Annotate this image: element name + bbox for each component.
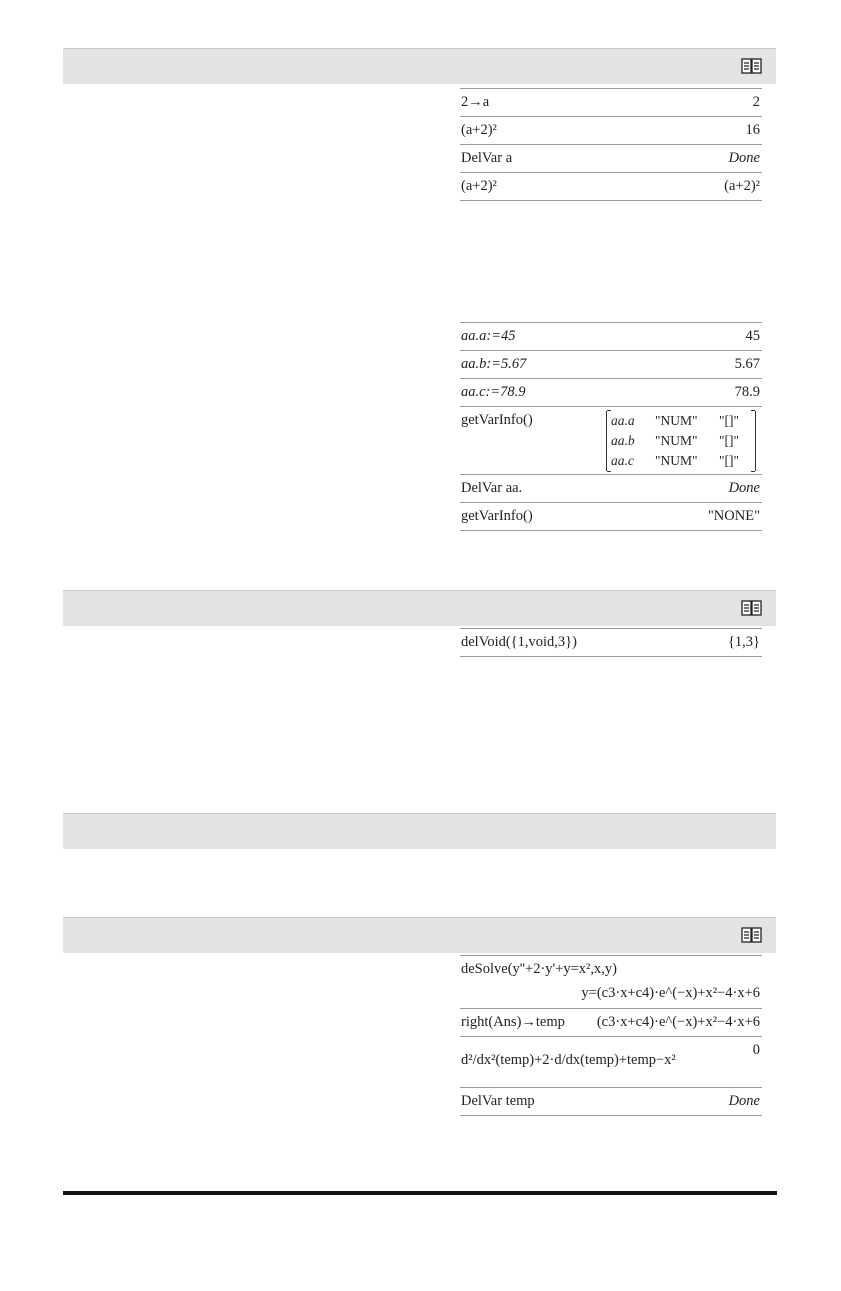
calc-row xyxy=(460,350,762,378)
calc-row xyxy=(460,406,762,474)
calc-input: deSolve(y''+2·y'+y=x²,x,y) xyxy=(461,961,617,977)
section-header-bar xyxy=(63,590,776,626)
calc-output: {1,3} xyxy=(727,634,760,650)
calc-output: (c3·x+c4)·e^(−x)+x²−4·x+6 xyxy=(596,1014,760,1030)
calc-output: Done xyxy=(728,150,760,166)
calc-input: getVarInfo() xyxy=(461,412,533,428)
calc-input: DelVar aa. xyxy=(461,480,523,496)
calc-row xyxy=(460,144,762,172)
calc-output: (a+2)² xyxy=(724,178,760,194)
matrix-cell: aa.a xyxy=(611,413,635,428)
calc-output: Done xyxy=(728,480,760,496)
calc-row xyxy=(460,116,762,144)
matrix-row xyxy=(607,451,755,471)
calc-input: DelVar temp xyxy=(461,1093,535,1109)
calc-output: 16 xyxy=(745,122,760,138)
example-panel-desolve xyxy=(460,955,762,1116)
calc-input: aa.c:=78.9 xyxy=(461,384,526,400)
calc-input: (a+2)² xyxy=(461,178,497,194)
page-bottom-rule xyxy=(63,1191,777,1195)
example-panel-delvoid xyxy=(460,628,762,657)
calc-row xyxy=(460,955,762,1008)
calc-output: Done xyxy=(728,1093,760,1109)
calc-input: aa.a:=45 xyxy=(461,328,516,344)
calc-input: 2→a xyxy=(461,94,490,110)
calc-row xyxy=(460,172,762,201)
calc-output: "NONE" xyxy=(707,508,760,524)
calc-input: d²/dx²(temp)+2·d/dx(temp)+temp−x² xyxy=(461,1052,676,1068)
calc-row xyxy=(460,1008,762,1036)
section-header-bar xyxy=(63,48,776,84)
calc-row xyxy=(460,1087,762,1116)
calc-row xyxy=(460,1036,762,1087)
calc-input: delVoid({1,void,3}) xyxy=(461,634,577,650)
matrix-cell: aa.c xyxy=(611,453,634,468)
calc-row xyxy=(460,88,762,116)
matrix-cell: aa.b xyxy=(611,433,635,448)
calc-output: 2 xyxy=(752,94,760,110)
calc-row xyxy=(460,322,762,350)
matrix-row xyxy=(607,411,755,431)
calc-output: 5.67 xyxy=(734,356,760,372)
calc-output: y=(c3·x+c4)·e^(−x)+x²−4·x+6 xyxy=(581,985,760,1001)
calc-input: right(Ans)→temp xyxy=(461,1014,565,1030)
matrix-cell: "[]" xyxy=(719,413,740,428)
matrix-row xyxy=(607,431,755,451)
calc-input: (a+2)² xyxy=(461,122,497,138)
matrix-cell: "[]" xyxy=(719,453,740,468)
calc-output: 45 xyxy=(745,328,760,344)
section-header-bar xyxy=(63,813,776,849)
calc-row xyxy=(460,502,762,531)
calc-row xyxy=(460,628,762,657)
matrix-cell: "NUM" xyxy=(655,433,698,448)
result-matrix xyxy=(606,411,756,471)
example-panel-delvar xyxy=(460,88,762,201)
example-panel-delvar-group xyxy=(460,322,762,531)
book-icon xyxy=(741,57,762,75)
calc-input: getVarInfo() xyxy=(461,508,533,524)
calc-output: 78.9 xyxy=(734,384,760,400)
calc-output: 0 xyxy=(752,1042,760,1058)
book-icon xyxy=(741,926,762,944)
calc-input: aa.b:=5.67 xyxy=(461,356,527,372)
book-icon xyxy=(741,599,762,617)
calc-row xyxy=(460,378,762,406)
section-header-bar xyxy=(63,917,776,953)
matrix-cell: "NUM" xyxy=(655,413,698,428)
matrix-cell: "[]" xyxy=(719,433,740,448)
calc-row xyxy=(460,474,762,502)
calc-input: DelVar a xyxy=(461,150,513,166)
matrix-cell: "NUM" xyxy=(655,453,698,468)
